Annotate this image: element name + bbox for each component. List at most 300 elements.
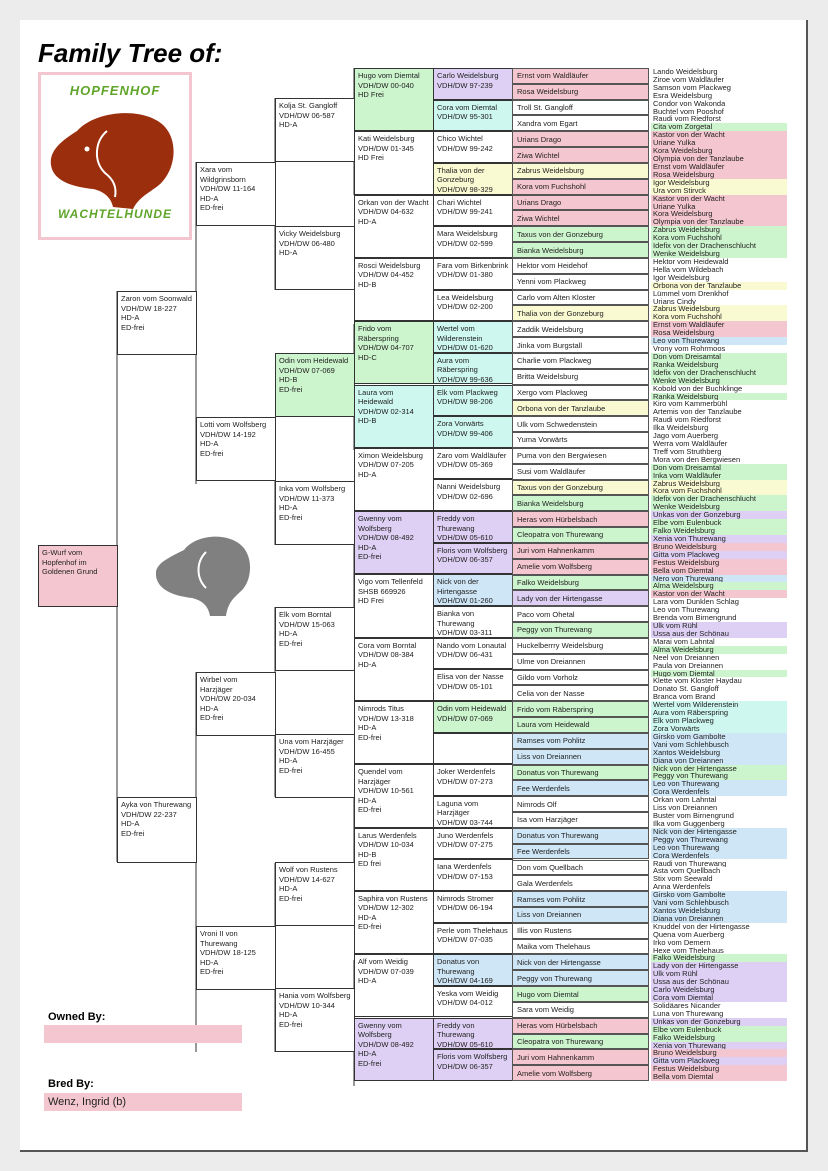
gen7-dog-entry: Bruno Weidelsburg — [651, 1049, 787, 1057]
pedigree-dog-box[interactable] — [275, 607, 355, 671]
dog-name: Rosci Weidelsburg — [358, 260, 421, 270]
pedigree-dog-box[interactable] — [433, 733, 513, 765]
gen7-dog-entry: Igor Weidelsburg — [651, 274, 787, 282]
gen7-dog-entry: Wenke Weidelsburg — [651, 250, 787, 258]
gen7-dog-entry: Ulk vom Rühl — [651, 622, 787, 630]
dog-name: Hugo vom Diemtal — [358, 71, 420, 80]
gen6-dog-cell[interactable]: Taxus von der Gonzeburg — [512, 226, 649, 242]
gen7-dog-entry: Xenia von Thurewang — [651, 1042, 787, 1050]
pedigree-dog-box[interactable] — [275, 226, 355, 290]
dog-detail: VDH/DW 06-431 — [437, 650, 493, 660]
dog-detail: VDH/DW 04-012 — [437, 998, 493, 1008]
gen7-dog-entry: Wertel vom Wilderenstein — [651, 701, 787, 709]
pedigree-dog-box[interactable] — [433, 321, 513, 353]
gen6-dog-cell[interactable]: Liss von Dreiannen — [512, 749, 649, 765]
gen6-dog-cell[interactable]: Amelie vom Wolfsberg — [512, 1065, 649, 1081]
gen6-dog-cell[interactable]: Huckelberrry Weidelsburg — [512, 638, 649, 654]
gen7-dog-entry: Cora Werdenfels — [651, 852, 787, 860]
dog-name: Nando vom Lonautal — [437, 640, 507, 650]
gen7-dog-entry: Idefix von der Drachenschlucht — [651, 369, 787, 377]
dog-detail: HD Frei — [358, 90, 384, 99]
gen7-dog-entry: Anna Werdenfels — [651, 883, 787, 891]
gen6-dog-cell[interactable]: Zabrus Weidelsburg — [512, 163, 649, 179]
gen7-dog-entry: Ilka vom Guggenberg — [651, 820, 787, 828]
pedigree-dog-box[interactable] — [433, 1018, 513, 1050]
gen7-dog-entry: Bella vom Diemtal — [651, 567, 787, 575]
gen7-dog-entry: Buchtel vom Pooshof — [651, 108, 787, 116]
gen6-dog-cell[interactable]: Puma von den Bergwiesen — [512, 448, 649, 464]
gen7-dog-entry: Orkan vom Lahntal — [651, 796, 787, 804]
gen6-dog-cell[interactable]: Heras vom Hürbelsbach — [512, 1018, 649, 1034]
dog-name: Zaron vom Soonwald — [121, 294, 192, 303]
gen6-dog-cell[interactable]: Peggy von Thurewang — [512, 622, 649, 638]
dog-name: Vigo vom Tellenfeld — [358, 577, 423, 587]
dog-detail: HD-A — [358, 469, 377, 479]
dog-detail: VDH/DW 14-627 — [279, 874, 335, 884]
gen7-dog-entry: Lady von der Hirtengasse — [651, 962, 787, 970]
dog-detail: HD-A — [279, 120, 298, 129]
gen7-dog-entry: Alma Weidelsburg — [651, 646, 787, 654]
gen7-dog-entry: Diana von Dreiannen — [651, 757, 787, 765]
dog-name: Ayka von Thurewang — [121, 800, 192, 809]
gen6-dog-cell[interactable]: Gildo vom Vorholz — [512, 670, 649, 686]
gen7-dog-entry: Bella vom Diemtal — [651, 1073, 787, 1081]
gen7-dog-entry: Raudi vom Riedforst — [651, 115, 787, 123]
dog-detail: VDH/DW 05-101 — [437, 681, 493, 691]
dog-detail: VDH/DW 07-039 — [358, 966, 414, 976]
dog-detail: VDH/DW 07-153 — [437, 871, 493, 881]
pedigree-dog-box[interactable] — [354, 385, 434, 448]
gen7-dog-entry: Ulk vom Rühl — [651, 970, 787, 978]
gen6-dog-cell[interactable]: Juri vom Hahnenkamm — [512, 543, 649, 559]
gen7-dog-entry: Leo von Thurewang — [651, 606, 787, 614]
gen7-dog-entry: Solidäares Nicander — [651, 1002, 787, 1010]
gen7-dog-entry: Orbona von der Tanzlaube — [651, 282, 787, 290]
gen7-dog-entry: Bruno Weidelsburg — [651, 543, 787, 551]
gen6-dog-cell[interactable]: Carlo vom Alten Kloster — [512, 290, 649, 306]
gen6-dog-cell[interactable]: Bianka Weidelsburg — [512, 242, 649, 258]
pedigree-dog-box[interactable] — [275, 98, 355, 162]
pedigree-dog-box[interactable] — [196, 162, 276, 226]
pedigree-dog-box[interactable] — [433, 195, 513, 227]
pedigree-dog-box[interactable] — [433, 828, 513, 860]
gen7-dog-entry: Samson vom Plackweg — [651, 84, 787, 92]
pedigree-dog-box[interactable] — [354, 638, 434, 701]
dog-detail: VDH/DW 99-242 — [437, 143, 493, 153]
dog-detail: VDH/DW 06-587 — [279, 110, 335, 120]
dog-detail: VDH/DW 08-384 — [358, 650, 414, 660]
gen6-dog-cell[interactable]: Susi vom Waldläufer — [512, 464, 649, 480]
gen7-dog-entry: Xantos Weidelsburg — [651, 749, 787, 757]
pedigree-dog-box[interactable] — [354, 1018, 434, 1081]
dog-name: Zora Vorwärts — [437, 419, 484, 429]
pedigree-dog-box[interactable] — [433, 163, 513, 195]
gen7-dog-entry: Gitta vom Plackweg — [651, 1057, 787, 1065]
dog-name: Larus Werdenfels — [358, 830, 417, 840]
pedigree-dog-box[interactable] — [433, 1049, 513, 1081]
dog-detail: VDH/DW 10-034 — [358, 840, 414, 850]
dog-name: Quendel vom Harzjäger — [358, 767, 403, 786]
gen6-dog-cell[interactable]: Frido vom Räberspring — [512, 701, 649, 717]
dog-detail: ED-frei — [200, 967, 224, 976]
gen6-dog-cell[interactable]: Yuma Vorwärts — [512, 432, 649, 448]
dog-detail: VDH/DW 10-561 — [358, 786, 414, 796]
pedigree-dog-box[interactable] — [433, 606, 513, 638]
pedigree-dog-box[interactable] — [433, 859, 513, 891]
gen6-dog-cell[interactable]: Maika vom Thelehaus — [512, 939, 649, 955]
dog-name: Zaro vom Waldläufer — [437, 450, 507, 460]
pedigree-dog-box[interactable] — [433, 954, 513, 986]
gen6-dog-cell[interactable]: Illis von Rustens — [512, 923, 649, 939]
gen7-dog-entry: Hella vom Wildebach — [651, 266, 787, 274]
dog-detail: VDH/DW 03-311 — [437, 628, 493, 638]
bred-by-field[interactable]: Wenz, Ingrid (b) — [44, 1093, 242, 1111]
gen7-dog-entry: Ziroe vom Waldläufer — [651, 76, 787, 84]
gen6-dog-cell[interactable]: Orbona von der Tanzlaube — [512, 400, 649, 416]
gen6-dog-cell[interactable]: Xandra vom Egart — [512, 115, 649, 131]
gen6-dog-cell[interactable]: Ernst vom Waldläufer — [512, 68, 649, 84]
pedigree-dog-box[interactable] — [275, 481, 355, 545]
dog-detail: SHSB 669926 — [358, 586, 406, 596]
pedigree-dog-box[interactable] — [354, 574, 434, 637]
dog-detail: HD-A — [279, 884, 298, 893]
pedigree-dog-box[interactable] — [354, 701, 434, 764]
gen7-dog-entry: Peggy von Thurewang — [651, 836, 787, 844]
gen7-dog-entry: Xantos Weidelsburg — [651, 907, 787, 915]
pedigree-dog-box[interactable] — [433, 543, 513, 575]
gen6-dog-cell[interactable]: Falko Weidelsburg — [512, 575, 649, 591]
gen7-dog-entry: Knuddel von der Hirtengasse — [651, 923, 787, 931]
pedigree-dog-box[interactable] — [433, 669, 513, 701]
gen7-dog-entry: Cita vom Zorgetal — [651, 123, 787, 131]
gen6-dog-cell[interactable]: Hugo vom Diemtal — [512, 986, 649, 1002]
dog-detail: VDH/DW 99-636 — [437, 374, 493, 384]
dog-detail: VDH/DW 18-227 — [121, 303, 177, 313]
gen6-dog-cell[interactable]: Urians Drago — [512, 195, 649, 211]
pedigree-dog-box[interactable] — [433, 574, 513, 606]
pedigree-dog-box[interactable] — [433, 416, 513, 448]
gen7-dog-entry: Carlo Weidelsburg — [651, 986, 787, 994]
dog-name: Elk vom Plackweg — [437, 387, 498, 397]
gen6-dog-cell[interactable]: Sara vom Weidig — [512, 1002, 649, 1018]
gen6-dog-cell[interactable]: Nick von der Hirtengasse — [512, 954, 649, 970]
pedigree-dog-box[interactable] — [433, 448, 513, 480]
pedigree-dog-box[interactable] — [354, 448, 434, 511]
gen6-dog-cell[interactable]: Laura vom Heidewald — [512, 717, 649, 733]
dog-detail: HD-B — [358, 416, 377, 425]
gen7-dog-entry: Neel von Dreiannen — [651, 654, 787, 662]
gen7-dog-entry: Wenke Weidelsburg — [651, 377, 787, 385]
pedigree-dog-box[interactable] — [433, 638, 513, 670]
gen6-dog-cell[interactable]: Charlie vom Plackweg — [512, 353, 649, 369]
gen6-dog-cell[interactable]: Cleopatra von Thurewang — [512, 527, 649, 543]
pedigree-dog-box[interactable] — [196, 672, 276, 736]
dog-name: Aura vom Räberspring — [437, 355, 478, 375]
pedigree-dog-box[interactable] — [196, 926, 276, 990]
dog-name: Nimrods Stromer — [437, 893, 494, 903]
dog-detail: VDH/DW 05-610 — [437, 533, 493, 543]
gen7-dog-entry: Rosa Weidelsburg — [651, 171, 787, 179]
gen6-dog-cell[interactable]: Xergo vom Plackweg — [512, 385, 649, 401]
subject-dog-box[interactable]: G-Wurf vom Hopfenhof im Goldenen Grund — [38, 545, 118, 607]
dog-name: Juno Werdenfels — [437, 830, 494, 840]
gen6-dog-cell[interactable]: Ulme von Dreiannen — [512, 654, 649, 670]
dog-detail: HD-A — [279, 756, 298, 765]
pedigree-dog-box[interactable] — [433, 68, 513, 100]
dog-detail: VDH/DW 07-035 — [437, 935, 493, 945]
gen7-dog-entry: Olympia von der Tanzlaube — [651, 155, 787, 163]
dog-name: Vicky Weidelsburg — [279, 229, 341, 238]
dog-detail: ED-frei — [358, 805, 382, 815]
pedigree-dog-box[interactable] — [433, 353, 513, 385]
gen6-dog-cell[interactable]: Ulk vom Schwedenstein — [512, 416, 649, 432]
dog-name: Kolja St. Gangloff — [279, 101, 338, 110]
dog-detail: HD-A — [358, 795, 377, 805]
gen7-dog-entry: Ilka Weidelsburg — [651, 424, 787, 432]
gen7-dog-entry: Raudi vom Riedforst — [651, 416, 787, 424]
dog-name: Gwenny vom Wolfsberg — [358, 514, 402, 533]
pedigree-dog-box[interactable] — [354, 321, 434, 384]
dog-detail: VDH/DW 07-069 — [437, 713, 493, 723]
dog-detail: VDH/DW 03-744 — [437, 817, 493, 827]
pedigree-dog-box[interactable] — [117, 797, 197, 863]
dog-detail: HD-A — [200, 439, 219, 448]
gen6-dog-cell[interactable]: Donatus von Thurewang — [512, 828, 649, 844]
gen6-dog-cell[interactable]: Urians Drago — [512, 131, 649, 147]
pedigree-dog-box[interactable] — [354, 891, 434, 954]
dog-detail: VDH/DW 04-169 — [437, 976, 493, 986]
pedigree-dog-box[interactable] — [354, 258, 434, 321]
dog-name: Mara Weidelsburg — [437, 229, 498, 239]
gen7-dog-entry: Nero von Thurewang — [651, 575, 787, 583]
gen6-dog-cell[interactable]: Bianka Weidelsburg — [512, 495, 649, 511]
dog-name: Chico Wichtel — [437, 134, 483, 144]
pedigree-dog-box[interactable] — [354, 511, 434, 574]
owned-by-field[interactable] — [44, 1025, 242, 1043]
dog-name: Elisa von der Nasse — [437, 672, 504, 682]
pedigree-dog-box[interactable] — [433, 258, 513, 290]
dog-detail: HD-A — [279, 248, 298, 257]
gen7-dog-entry: Cora vom Diemtal — [651, 994, 787, 1002]
dog-detail: VDH/DW 99-241 — [437, 207, 493, 217]
pedigree-dog-box[interactable] — [433, 100, 513, 132]
gen7-dog-entry: Vani vom Schlehbusch — [651, 899, 787, 907]
dog-detail: VDH/DW 01-260 — [437, 596, 493, 606]
dog-name: Carlo Weidelsburg — [437, 71, 499, 80]
gen7-dog-entry: Don vom Dreisamtal — [651, 353, 787, 361]
pedigree-dog-box[interactable] — [433, 764, 513, 796]
gen6-dog-cell[interactable]: Heras vom Hürbelsbach — [512, 511, 649, 527]
gen7-dog-entry: Ussa aus der Schönau — [651, 978, 787, 986]
gen6-dog-cell[interactable]: Nimrods Olf — [512, 796, 649, 812]
gen6-dog-cell[interactable]: Kora vom Fuchshohl — [512, 179, 649, 195]
dog-name: Nanni Weidelsburg — [437, 482, 501, 492]
dog-detail: ED-frei — [121, 828, 145, 838]
pedigree-dog-box[interactable] — [354, 195, 434, 258]
pedigree-dog-box[interactable] — [433, 891, 513, 923]
pedigree-dog-box[interactable] — [433, 290, 513, 322]
gen6-dog-cell[interactable]: Ramses vom Pohlitz — [512, 733, 649, 749]
pedigree-dog-box[interactable] — [433, 226, 513, 258]
gen7-dog-entry: Igor Weidelsburg — [651, 179, 787, 187]
gen6-dog-cell[interactable]: Juri vom Hahnenkamm — [512, 1049, 649, 1065]
gen6-dog-cell[interactable]: Peggy von Thurewang — [512, 970, 649, 986]
gen6-dog-cell[interactable]: Ziwa Wichtel — [512, 147, 649, 163]
dog-name: Odin vom Heidewald — [279, 356, 349, 365]
gen7-dog-entry: Branca vom Brand — [651, 693, 787, 701]
dog-detail: VDH/DW 16-455 — [279, 746, 335, 756]
gen7-dog-entry: Kobold von der Buchklinge — [651, 385, 787, 393]
pedigree-dog-box[interactable] — [354, 828, 434, 891]
pedigree-dog-box[interactable] — [117, 291, 197, 355]
pedigree-dog-box[interactable] — [354, 764, 434, 827]
pedigree-dog-box[interactable] — [275, 353, 355, 417]
gen6-dog-cell[interactable]: Hektor vom Heidehof — [512, 258, 649, 274]
gen6-dog-cell[interactable]: Cleopatra von Thurewang — [512, 1034, 649, 1050]
gen7-dog-entry: Wenke Weidelsburg — [651, 503, 787, 511]
dog-name: Xara vom Wildgrinsborn — [200, 165, 246, 184]
dog-name: Cora vom Borntal — [358, 640, 417, 650]
dog-name: Wolf von Rustens — [279, 865, 338, 874]
dog-detail: VDH/DW 98-206 — [437, 397, 493, 406]
gen7-dog-entry: Treff vom Struthberg — [651, 448, 787, 456]
pedigree-dog-box[interactable] — [433, 701, 513, 733]
dog-detail: ED-frei — [358, 1058, 382, 1068]
pedigree-dog-box[interactable] — [433, 986, 513, 1018]
pedigree-dog-box[interactable] — [275, 862, 355, 926]
gen7-dog-entry: Kora Weidelsburg — [651, 210, 787, 218]
gen6-dog-cell[interactable]: Fee Werdenfels — [512, 844, 649, 860]
gen6-dog-cell[interactable]: Ziwa Wichtel — [512, 210, 649, 226]
dog-detail: HD-A — [358, 976, 377, 986]
dog-detail: VDH/DW 02-200 — [437, 302, 493, 312]
gen6-dog-cell[interactable]: Zaddik Weidelsburg — [512, 321, 649, 337]
gen7-dog-entry: Kastor von der Wacht — [651, 195, 787, 203]
dog-detail: HD-A — [121, 313, 140, 322]
gen7-dog-entry: Kiro vom Kammerbühl — [651, 400, 787, 408]
gen7-dog-entry: Kora vom Fuchshohl — [651, 487, 787, 495]
dog-detail: VDH/DW 11-164 — [200, 184, 256, 193]
gen6-dog-cell[interactable]: Taxus von der Gonzeburg — [512, 480, 649, 496]
gen7-dog-entry: Festus Weidelsburg — [651, 1065, 787, 1073]
gen7-dog-entry: Klette vom Kloster Haydau — [651, 677, 787, 685]
dog-detail: ED frei — [358, 859, 381, 869]
dog-detail: VDH/DW 04-707 — [358, 343, 414, 353]
gen6-dog-cell[interactable]: Jinka vom Burgstall — [512, 337, 649, 353]
gen6-dog-cell[interactable]: Troll St. Gangloff — [512, 100, 649, 116]
dog-detail: HD-A — [279, 629, 298, 638]
gen6-dog-cell[interactable]: Isa vom Harzjäger — [512, 812, 649, 828]
dog-detail: VDH/DW 06-357 — [437, 555, 493, 565]
dog-detail: VDH/DW 01-380 — [437, 270, 493, 280]
pedigree-dog-box[interactable] — [433, 131, 513, 163]
dog-detail: VDH/DW 07-069 — [279, 365, 335, 375]
gen6-dog-cell[interactable]: Britta Weidelsburg — [512, 369, 649, 385]
pedigree-dog-box[interactable] — [433, 511, 513, 543]
pedigree-dog-box[interactable] — [433, 479, 513, 511]
pedigree-dog-box[interactable] — [433, 385, 513, 417]
dog-name: Iana Werdenfels — [437, 862, 492, 872]
gen6-dog-cell[interactable]: Don vom Quellbach — [512, 860, 649, 876]
gen6-dog-cell[interactable]: Paco vom Ohetal — [512, 606, 649, 622]
dog-detail: VDH/DW 98-329 — [437, 184, 493, 194]
logo-bottom-text: WACHTELHUNDE — [58, 207, 172, 221]
dog-detail: VDH/DW 10-344 — [279, 1000, 335, 1010]
dog-detail: VDH/DW 20-034 — [200, 694, 256, 703]
dog-detail: ED-frei — [279, 638, 303, 648]
dog-detail: VDH/DW 97-239 — [437, 80, 493, 90]
pedigree-dog-box[interactable] — [275, 734, 355, 798]
dog-name: Odin vom Heidewald — [437, 704, 507, 713]
pedigree-dog-box[interactable] — [433, 796, 513, 828]
gen7-dog-entry: Nick von der Hirtengasse — [651, 828, 787, 836]
dog-detail: VDH/DW 14-192 — [200, 429, 256, 439]
dog-detail: VDH/DW 01-620 — [437, 343, 493, 353]
dog-detail: VDH/DW 06-357 — [437, 1061, 493, 1071]
dog-detail: VDH/DW 11-373 — [279, 493, 335, 503]
pedigree-dog-box[interactable] — [354, 131, 434, 194]
gen7-dog-entry: Werra vom Waldläufer — [651, 440, 787, 448]
gen7-dog-entry: Vani vom Schlehbusch — [651, 741, 787, 749]
gen6-dog-cell[interactable]: Lady von der Hirtengasse — [512, 590, 649, 606]
kennel-logo — [38, 72, 192, 240]
pedigree-dog-box[interactable] — [433, 923, 513, 955]
dog-name: Yeska vom Weidig — [437, 988, 499, 998]
dog-name: Vroni II von Thurewang — [200, 929, 238, 948]
gen6-dog-cell[interactable]: Celia von der Nasse — [512, 685, 649, 701]
gen6-dog-cell[interactable]: Rosa Weidelsburg — [512, 84, 649, 100]
gen6-dog-cell[interactable]: Thalia von der Gonzeburg — [512, 305, 649, 321]
gen7-dog-entry: Vrony vom Rohrmoos — [651, 345, 787, 353]
gen6-dog-cell[interactable]: Donatus von Thurewang — [512, 765, 649, 781]
dog-detail: ED-frei — [358, 922, 382, 932]
dog-detail: HD Frei — [358, 153, 384, 163]
gen6-dog-cell[interactable]: Yenni vom Plackweg — [512, 274, 649, 290]
gen7-dog-entry: Xenia von Thurewang — [651, 535, 787, 543]
gen6-dog-cell[interactable]: Liss von Dreiannen — [512, 907, 649, 923]
dog-detail: VDH/DW 18-125 — [200, 948, 256, 957]
pedigree-dog-box[interactable] — [196, 417, 276, 481]
gen6-dog-cell[interactable]: Gala Werdenfels — [512, 875, 649, 891]
gen7-dog-entry: Ranka Weidelsburg — [651, 393, 787, 401]
dog-detail: HD-A — [279, 503, 298, 512]
dog-name: Kati Weidelsburg — [358, 134, 415, 144]
dog-detail: HD-B — [279, 375, 298, 384]
dog-detail: HD-C — [358, 352, 377, 362]
dog-detail: HD Frei — [358, 596, 384, 606]
dog-name: Freddy von Thurewang — [437, 1020, 475, 1039]
dog-head-logo-icon — [47, 101, 185, 211]
gen7-dog-entry: Hexe vom Thelehaus — [651, 947, 787, 955]
gen7-dog-entry: Asta vom Quellbach — [651, 867, 787, 875]
pedigree-dog-box[interactable] — [354, 954, 434, 1017]
pedigree-dog-box[interactable] — [275, 988, 355, 1052]
pedigree-dog-box[interactable] — [354, 68, 434, 131]
gen6-dog-cell[interactable]: Ramses vom Pohlitz — [512, 891, 649, 907]
gen6-dog-cell[interactable]: Amelie vom Wolfsberg — [512, 559, 649, 575]
dog-detail: HD-A — [358, 216, 377, 226]
gen7-dog-entry: Unkas von der Gonzeburg — [651, 511, 787, 519]
gen7-dog-entry: Idefix von der Drachenschlucht — [651, 242, 787, 250]
gen6-dog-cell[interactable]: Fee Werdenfels — [512, 780, 649, 796]
dog-detail: HD-A — [358, 723, 377, 732]
dog-name: Donatus von Thurewang — [437, 957, 480, 976]
dog-name: Orkan von der Wacht — [358, 197, 429, 207]
dog-name: Nimrods Titus — [358, 704, 404, 713]
dog-detail: VDH/DW 06-480 — [279, 238, 335, 248]
gen7-dog-entry: Paula von Dreiannen — [651, 662, 787, 670]
gen7-dog-entry: Urians Cindy — [651, 298, 787, 306]
